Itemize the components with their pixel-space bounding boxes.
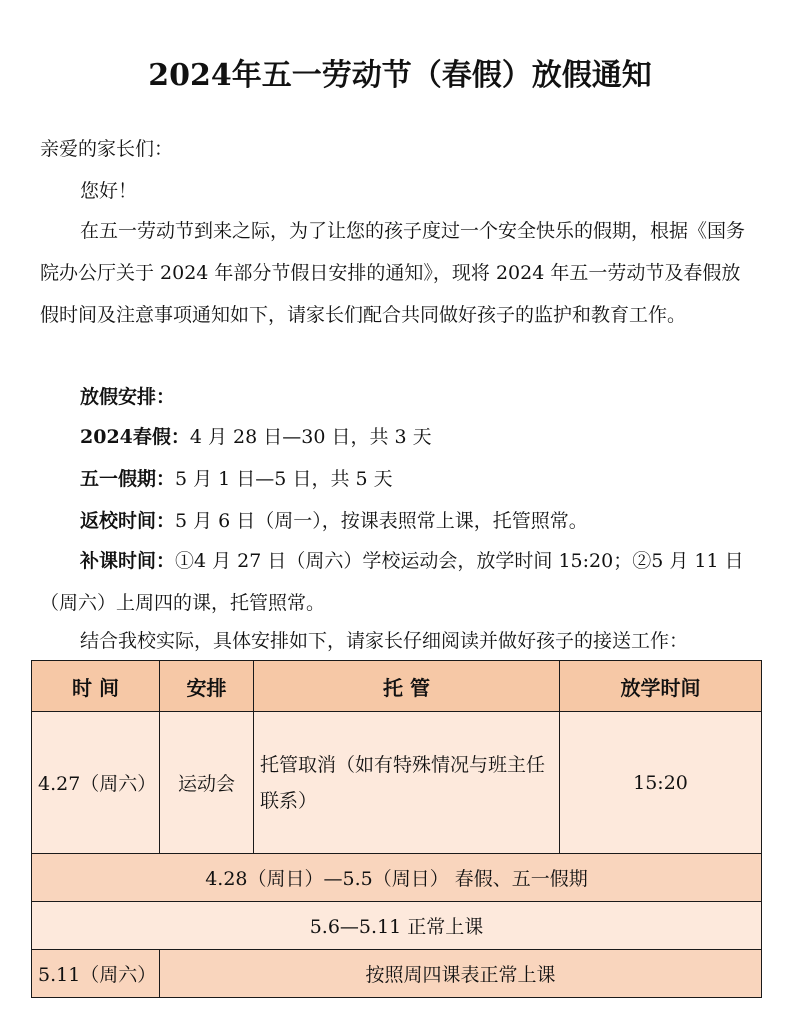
item-label: 补课时间： [80, 550, 176, 572]
schedule-heading: 放假安排： [80, 386, 176, 408]
table-row [32, 950, 762, 998]
item-text: 4 月 28 日—30 日，共 3 天 [189, 426, 432, 448]
item-label: 返校时间： [80, 510, 176, 532]
schedule-item [40, 540, 752, 624]
page-title: 2024年五一劳动节（春假）放假通知 [148, 58, 652, 93]
hello-text: 您好！ [80, 180, 138, 202]
closing-text: 结合我校实际，具体安排如下，请家长仔细阅读并做好孩子的接送工作： [80, 630, 689, 652]
table-header-row [32, 661, 762, 712]
greeting: 亲爱的家长们： [40, 138, 174, 160]
cell-date: 4.27（周六） [32, 712, 160, 854]
intro-paragraph: 在五一劳动节到来之际，为了让您的孩子度过一个安全快乐的假期，根据《国务院办公厅关于 2024 年部分节假日安排的通知》，现将 2024 年五一劳动节及春假放假时间及注意事项通知如下，请家长们配合共同做好孩子的监护和教育工作。 [40, 220, 746, 326]
cell-normal-classes: 5.6—5.11 正常上课 [32, 902, 762, 950]
header-time: 时 间 [32, 661, 160, 712]
header-care: 托 管 [254, 661, 560, 712]
table-row [32, 854, 762, 902]
table-row [32, 712, 762, 854]
cell-date: 5.11（周六） [32, 950, 160, 998]
cell-makeup-classes: 按照周四课表正常上课 [160, 950, 762, 998]
item-label: 五一假期： [80, 468, 176, 490]
schedule-item [40, 458, 752, 500]
schedule-table [31, 660, 762, 998]
header-dismissal: 放学时间 [560, 661, 762, 712]
item-label: 2024春假： [80, 426, 190, 448]
item-text: 5 月 6 日（周一），按课表照常上课，托管照常。 [175, 510, 588, 532]
header-arrangement: 安排 [160, 661, 254, 712]
cell-holiday-span: 4.28（周日）—5.5（周日） 春假、五一假期 [32, 854, 762, 902]
schedule-item [40, 416, 752, 458]
item-text: ①4 月 27 日（周六）学校运动会，放学时间 15:20；②5 月 11 日（周六）上周四的课，托管照常。 [40, 550, 744, 614]
cell-care: 托管取消（如有特殊情况与班主任联系） [254, 712, 560, 854]
cell-event: 运动会 [160, 712, 254, 854]
item-text: 5 月 1 日—5 日，共 5 天 [175, 468, 393, 490]
table-row [32, 902, 762, 950]
cell-dismissal-time: 15:20 [560, 712, 762, 854]
schedule-item [40, 500, 752, 542]
